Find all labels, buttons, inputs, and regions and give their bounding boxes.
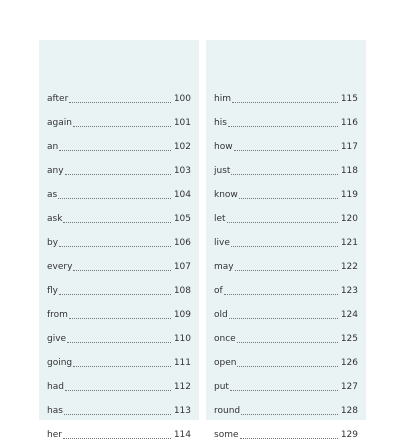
index-page-number: 129 (340, 430, 358, 440)
index-word: him (214, 94, 231, 104)
dot-leader (59, 294, 171, 295)
index-page-number: 110 (173, 334, 191, 344)
index-word: again (47, 118, 72, 128)
dot-leader (231, 246, 338, 247)
index-entry (214, 280, 358, 296)
dot-leader (237, 342, 338, 343)
dot-leader (237, 366, 337, 367)
dot-leader (234, 150, 338, 151)
index-word: an (47, 142, 59, 152)
index-word: had (47, 382, 64, 392)
index-word: just (214, 166, 231, 176)
index-page-number: 123 (340, 286, 358, 296)
dot-leader (232, 102, 338, 103)
index-entry (47, 232, 191, 248)
index-word: live (214, 238, 230, 248)
index-word: open (214, 358, 237, 368)
index-page-number: 109 (173, 310, 191, 320)
dot-leader (63, 222, 170, 223)
index-page-number: 112 (173, 382, 191, 392)
index-entry (47, 352, 191, 368)
dot-leader (235, 270, 338, 271)
index-word: put (214, 382, 229, 392)
index-entry (214, 424, 358, 440)
index-entry (214, 112, 358, 128)
index-page-number: 128 (340, 406, 358, 416)
index-entry (214, 88, 358, 104)
index-entry (47, 328, 191, 344)
dot-leader (67, 342, 171, 343)
index-entry (47, 208, 191, 224)
index-word: fly (47, 286, 58, 296)
index-word: how (214, 142, 233, 152)
index-page-number: 104 (173, 190, 191, 200)
index-entry (214, 160, 358, 176)
dot-leader (73, 126, 171, 127)
index-entry (214, 328, 358, 344)
index-entry (47, 400, 191, 416)
dot-leader (230, 390, 338, 391)
index-word: his (214, 118, 227, 128)
index-page-number: 118 (340, 166, 358, 176)
dot-leader (59, 150, 171, 151)
dot-leader (73, 366, 171, 367)
index-page-number: 120 (340, 214, 358, 224)
dot-leader (63, 438, 171, 439)
dot-leader (59, 246, 171, 247)
index-word: give (47, 334, 67, 344)
index-word: after (47, 94, 69, 104)
index-page-number: 116 (340, 118, 358, 128)
index-column-left (39, 40, 199, 440)
index-entry (214, 136, 358, 152)
index-entry (47, 88, 191, 104)
index-entry (47, 304, 191, 320)
index-page-number: 101 (173, 118, 191, 128)
index-page-number: 126 (340, 358, 358, 368)
dot-leader (64, 414, 171, 415)
index-page-number: 111 (173, 358, 191, 368)
index-word: by (47, 238, 59, 248)
index-page-number: 124 (340, 310, 358, 320)
index-word: some (214, 430, 239, 440)
index-entry (214, 376, 358, 392)
index-word: know (214, 190, 238, 200)
index-word: going (47, 358, 73, 368)
index-page-number: 100 (173, 94, 191, 104)
index-page-number: 106 (173, 238, 191, 248)
index-page-number: 107 (173, 262, 191, 272)
index-column-right (206, 40, 366, 440)
index-word: has (47, 406, 63, 416)
index-word: may (214, 262, 234, 272)
index-word: old (214, 310, 228, 320)
index-entry (47, 184, 191, 200)
dot-leader (227, 222, 338, 223)
dot-leader (239, 198, 338, 199)
index-entry (47, 280, 191, 296)
index-word: round (214, 406, 241, 416)
index-word: any (47, 166, 64, 176)
index-entry (214, 304, 358, 320)
index-entry (47, 376, 191, 392)
index-entry (47, 112, 191, 128)
index-page-number: 119 (340, 190, 358, 200)
index-entry (214, 184, 358, 200)
index-entry (214, 256, 358, 272)
index-entry (214, 232, 358, 248)
dot-leader (65, 390, 171, 391)
index-entry (214, 400, 358, 416)
index-entry (214, 352, 358, 368)
dot-leader (73, 270, 170, 271)
dot-leader (224, 294, 338, 295)
index-page-number: 127 (340, 382, 358, 392)
index-entry (214, 208, 358, 224)
index-page-number: 103 (173, 166, 191, 176)
index-entry (47, 160, 191, 176)
index-page-number: 115 (340, 94, 358, 104)
dot-leader (240, 438, 338, 439)
dot-leader (58, 198, 171, 199)
index-page-number: 105 (173, 214, 191, 224)
index-page-number: 113 (173, 406, 191, 416)
index-page-number: 108 (173, 286, 191, 296)
dot-leader (229, 318, 338, 319)
index-word: once (214, 334, 236, 344)
dot-leader (228, 126, 338, 127)
index-word: let (214, 214, 226, 224)
dot-leader (69, 102, 171, 103)
index-entry (47, 424, 191, 440)
index-page-number: 114 (173, 430, 191, 440)
dot-leader (65, 174, 171, 175)
dot-leader (241, 414, 338, 415)
dot-leader (69, 318, 171, 319)
index-page-number: 102 (173, 142, 191, 152)
index-word: from (47, 310, 68, 320)
index-entry (47, 136, 191, 152)
index-word: her (47, 430, 62, 440)
index-word: ask (47, 214, 63, 224)
index-word: of (214, 286, 223, 296)
index-page-number: 125 (340, 334, 358, 344)
index-page-number: 122 (340, 262, 358, 272)
index-word: as (47, 190, 58, 200)
dot-leader (231, 174, 337, 175)
index-page-number: 121 (340, 238, 358, 248)
index-word: every (47, 262, 73, 272)
index-page-number: 117 (340, 142, 358, 152)
index-entry (47, 256, 191, 272)
